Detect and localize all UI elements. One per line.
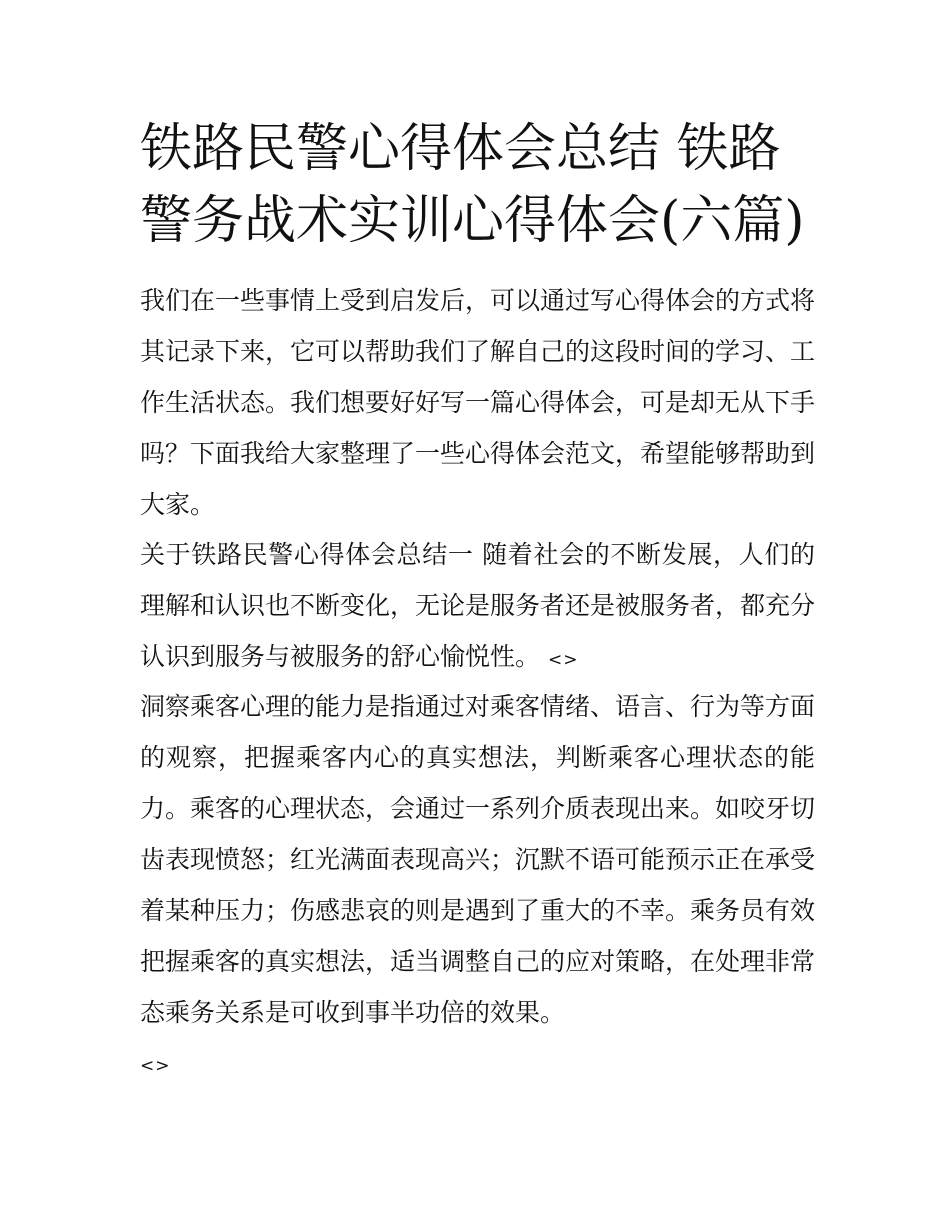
document-title: 铁路民警心得体会总结 铁路警务战术实训心得体会(六篇) bbox=[140, 119, 805, 251]
inline-marker: <> bbox=[547, 650, 579, 670]
end-marker: <> bbox=[140, 1056, 171, 1076]
paragraph-section-one bbox=[140, 529, 815, 686]
paragraph-intro: 我们在一些事情上受到启发后，可以通过写心得体会的方式将其记录下来，它可以帮助我们了解自己的这段时间的学习、工作生活状态。我们想要好好写一篇心得体会，可是却无从下手吗？下面我给大家整理了一些心得体会范文，希望能够帮助到大家。 bbox=[140, 286, 816, 519]
end-marker-line bbox=[140, 1037, 815, 1092]
paragraph-passenger-psychology: 洞察乘客心理的能力是指通过对乘客情绪、语言、行为等方面的观察，把握乘客内心的真实想法，判断乘客心理状态的能力。乘客的心理状态，会通过一系列介质表现出来。如咬牙切齿表现愤怒；红光满面表现高兴；沉默不语可能预示正在承受着某种压力；伤感悲哀的则是遇到了重大的不幸。乘务员有效把握乘客的真实想法，适当调整自己的应对策略，在处理非常态乘务关系是可收到事半功倍的效果。 bbox=[140, 692, 816, 1027]
paragraph-section-one-text: 关于铁路民警心得体会总结一 随着社会的不断发展，人们的理解和认识也不断变化，无论是服务者还是被服务者，都充分认识到服务与被服务的舒心愉悦性。 bbox=[140, 540, 816, 671]
